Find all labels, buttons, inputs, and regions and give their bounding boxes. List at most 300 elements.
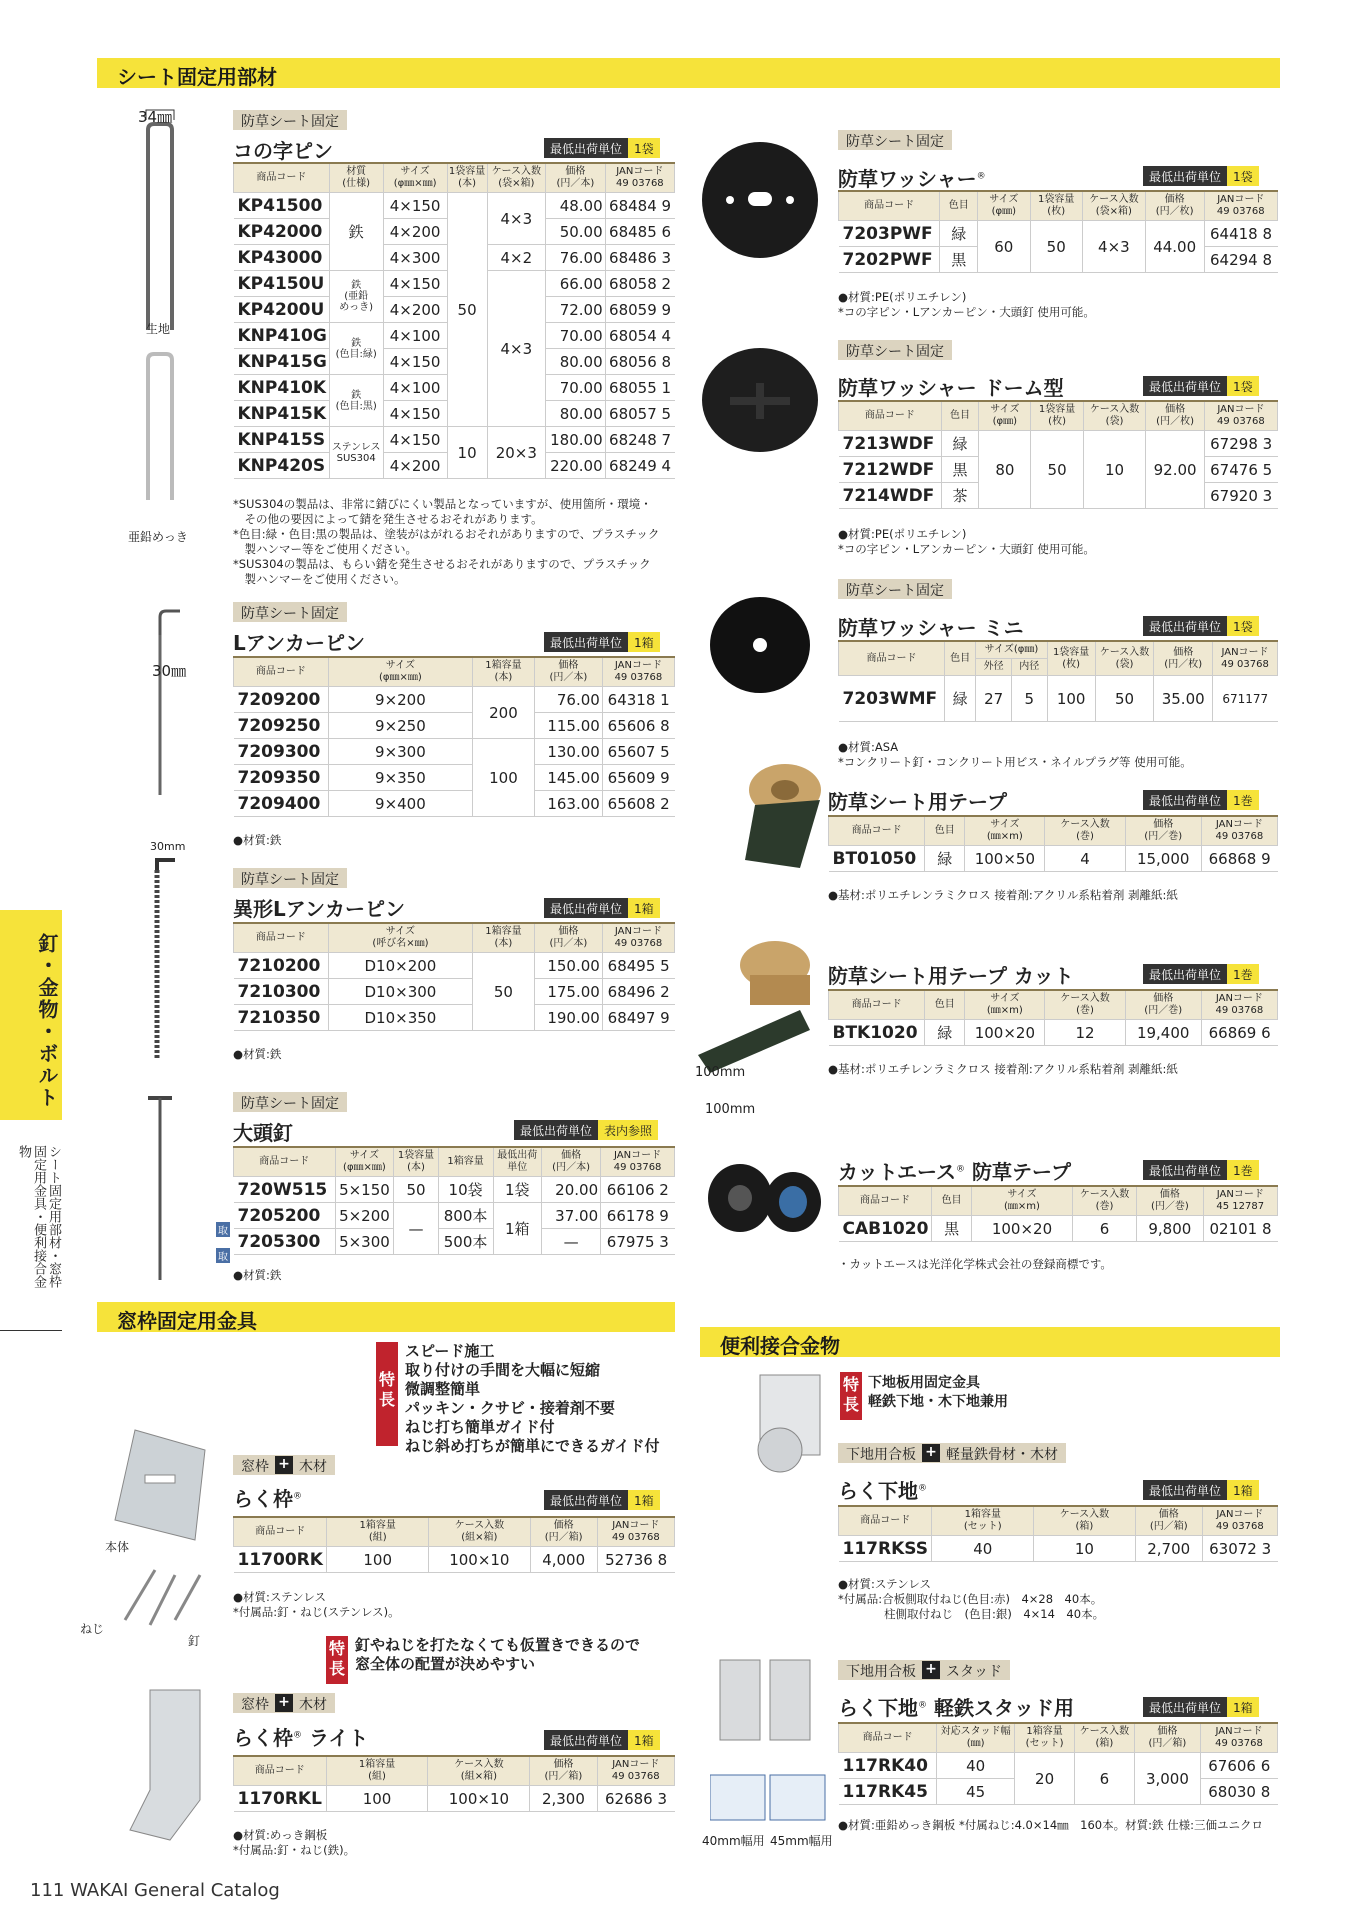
label-kugi: 釘 <box>188 1634 201 1648</box>
category-right: スタッド <box>946 1664 1002 1680</box>
rakushita-features <box>868 1374 1008 1412</box>
product-code: 1170RKL <box>234 1786 327 1812</box>
col-header: 価格 (円／巻) <box>1125 990 1201 1020</box>
col-header: 1袋容量 (枚) <box>1030 191 1082 221</box>
lite-notes <box>233 1828 355 1858</box>
box-capacity: 500本 <box>438 1229 493 1255</box>
price: 35.00 <box>1154 676 1213 722</box>
case: 20×3 <box>487 427 546 479</box>
col-header: JANコード 49 03768 <box>1201 816 1277 846</box>
rakushita-table <box>838 1505 1278 1562</box>
col-header: 商品コード <box>234 1756 327 1786</box>
category-tag: 防草シート固定 <box>838 130 952 150</box>
size: 9×400 <box>328 791 472 817</box>
ilpin-note: ●材質:鉄 <box>233 1047 282 1061</box>
jan: 62686 3 <box>597 1786 674 1812</box>
label-30mm: 30㎜ <box>152 662 187 680</box>
size: 9×300 <box>328 739 472 765</box>
case: 4×3 <box>487 271 546 427</box>
title-text: らく枠 <box>233 1487 293 1511</box>
min-unit-value: 1箱 <box>628 1730 660 1750</box>
size: 4×150 <box>383 427 447 453</box>
jan: 68484 9 <box>605 193 674 219</box>
table-row <box>234 193 675 219</box>
konoji-table <box>233 162 675 479</box>
note-line: ●材質:PE(ポリエチレン) <box>838 290 967 304</box>
plus-icon: + <box>275 1694 293 1712</box>
col-header: ケース入数 (袋×箱) <box>487 163 546 193</box>
min-unit-otsumu <box>514 1120 658 1140</box>
note-line: ●材質:ステンレス <box>233 1590 326 1604</box>
table-row <box>234 765 675 791</box>
price: 76.00 <box>546 245 606 271</box>
registered-mark: ® <box>293 1491 302 1502</box>
category-tag: 防草シート固定 <box>233 110 347 130</box>
col-header: ケース入数 (巻) <box>1072 1186 1136 1216</box>
title-text: カットエース <box>838 1160 956 1184</box>
min-unit-value: 1袋 <box>1227 376 1259 396</box>
table-row <box>839 676 1278 722</box>
tori-mark: 取 <box>216 1222 230 1237</box>
product-code: 7212WDF <box>839 457 942 483</box>
col-header: JANコード 49 03768 <box>1213 641 1278 676</box>
product-code: 7209300 <box>234 739 329 765</box>
size: 80 <box>979 431 1031 509</box>
product-code: BTK1020 <box>829 1020 925 1046</box>
product-code: 7210300 <box>234 979 329 1005</box>
size: 4×150 <box>383 401 447 427</box>
section-title-window: 窓枠固定用金具 <box>97 1302 675 1332</box>
color: 緑 <box>940 221 978 247</box>
bag-capacity: — <box>394 1203 438 1255</box>
min-unit-label: 最低出荷単位 <box>1143 616 1227 636</box>
col-header: JANコード 49 03768 <box>1204 401 1277 431</box>
price: 4,000 <box>530 1547 597 1573</box>
jan: 68496 2 <box>602 979 674 1005</box>
label-aen: 亜鉛めっき <box>128 530 188 544</box>
jan: 68059 9 <box>605 297 674 323</box>
col-header: 価格 (円／箱) <box>530 1517 597 1547</box>
min-unit-value: 1袋 <box>1227 166 1259 186</box>
col-header: 1箱容量 (本) <box>473 923 535 953</box>
col-header: サイズ (呼び名×㎜) <box>328 923 472 953</box>
color: 緑 <box>925 1020 965 1046</box>
col-header: 色目 <box>941 401 979 431</box>
col-header: サイズ (φ㎜×㎜) <box>383 163 447 193</box>
feature-line: スピード施工 <box>405 1342 495 1360</box>
min-unit-konoji <box>544 138 660 158</box>
col-header: ケース入数 (袋) <box>1095 641 1154 676</box>
label-neji: ねじ <box>80 1622 105 1636</box>
category-tag <box>838 1443 1066 1463</box>
feature-line: 軽鉄下地・木下地兼用 <box>868 1394 1008 1410</box>
col-header: 商品コード <box>839 1186 932 1216</box>
col-header: JANコード 49 03768 <box>597 1756 674 1786</box>
product-title-tape-cut: 防草シート用テープ カット <box>828 964 1074 988</box>
feature-line: ねじ打ち簡単ガイド付 <box>405 1418 555 1436</box>
capacity: 100 <box>326 1786 428 1812</box>
jan: 67298 3 <box>1204 431 1277 457</box>
jan: 67920 3 <box>1204 483 1277 509</box>
screws-nails-image <box>115 1560 215 1640</box>
min-unit-label: 最低出荷単位 <box>1143 1480 1227 1500</box>
price: 115.00 <box>534 713 602 739</box>
mini-notes <box>838 740 1192 770</box>
category-right: 木材 <box>299 1697 327 1713</box>
price: 190.00 <box>534 1005 602 1031</box>
jan: 64294 8 <box>1204 247 1277 273</box>
jan: 63072 3 <box>1202 1536 1277 1562</box>
inner-diameter: 5 <box>1011 676 1047 722</box>
col-header: 1箱容量 (セット) <box>932 1506 1034 1536</box>
category-tag: 防草シート固定 <box>838 579 952 599</box>
col-header: 1袋容量 (枚) <box>1031 401 1083 431</box>
ilpin-table <box>233 922 675 1031</box>
min-unit: 1袋 <box>493 1177 542 1203</box>
jan: 68056 8 <box>605 349 674 375</box>
box-capacity: 10袋 <box>438 1177 493 1203</box>
note-line: *付属品:合板側取付ねじ(色目:赤) 4×28 40本。 <box>838 1592 1103 1606</box>
min-unit-value: 1箱 <box>1227 1480 1259 1500</box>
jan: 68248 7 <box>605 427 674 453</box>
col-header: 最低出荷 単位 <box>493 1147 542 1177</box>
tori-mark: 取 <box>216 1248 230 1263</box>
min-unit-lite <box>544 1730 660 1750</box>
size: 5×150 <box>335 1177 394 1203</box>
table-row <box>234 687 675 713</box>
col-header: 価格 (円／巻) <box>1125 816 1201 846</box>
table-row <box>829 846 1278 872</box>
size: 60 <box>978 221 1030 273</box>
product-code: BT01050 <box>829 846 925 872</box>
price: 180.00 <box>546 427 606 453</box>
product-title-tape: 防草シート用テープ <box>828 790 1007 814</box>
jan: 68054 4 <box>605 323 674 349</box>
section-title-joint: 便利接合金物 <box>700 1327 1280 1357</box>
capacity: 40 <box>932 1536 1034 1562</box>
side-category-tab[interactable]: 釘・金物・ボルト <box>0 910 62 1120</box>
deformed-l-pin-image <box>145 850 185 1070</box>
jan: 64418 8 <box>1204 221 1277 247</box>
tape-cut-note: ●基材:ポリエチレンラミクロス 接着剤:アクリル系粘着剤 剥離紙:紙 <box>828 1062 1178 1076</box>
col-header: 材質 (仕様) <box>329 163 383 193</box>
price: 145.00 <box>534 765 602 791</box>
product-code: 7210200 <box>234 953 329 979</box>
category-right: 軽量鉄骨材・木材 <box>946 1447 1058 1463</box>
product-code: 7210350 <box>234 1005 329 1031</box>
product-title-rakuwaku <box>233 1483 302 1512</box>
note-line: その他の要因によって錆を発生させるおそれがあります。 <box>233 512 543 526</box>
category-tag: 防草シート固定 <box>838 340 952 360</box>
col-header: 1箱容量 (組) <box>326 1756 428 1786</box>
col-header: JANコード 49 03768 <box>601 1147 675 1177</box>
tape-note: ●基材:ポリエチレンラミクロス 接着剤:アクリル系粘着剤 剥離紙:紙 <box>828 888 1178 902</box>
size: 4×150 <box>383 349 447 375</box>
col-header: 価格 (円／枚) <box>1145 191 1204 221</box>
feature-line: パッキン・クサビ・接着剤不要 <box>405 1399 615 1417</box>
col-header: JANコード 49 03768 <box>1202 1506 1277 1536</box>
price: 3,000 <box>1134 1753 1200 1805</box>
table-row <box>839 1753 1278 1779</box>
feature-mark-text: 特長 <box>328 1639 345 1678</box>
product-code: 117RK45 <box>839 1779 937 1805</box>
price: 175.00 <box>534 979 602 1005</box>
feature-mark <box>840 1372 862 1420</box>
col-header: 1袋容量 (本) <box>394 1147 438 1177</box>
col-header: 価格 (円／本) <box>534 657 602 687</box>
stud-note: ●材質:亜鉛めっき鋼板 *付属ねじ:4.0×14㎜ 160本。材質:鉄 仕様:三価ユニクロ <box>838 1818 1263 1832</box>
note-line: *色目:緑・色目:黒の製品は、塗装がはがれるおそれがありますので、プラスチック <box>233 527 660 541</box>
case: 50 <box>1095 676 1154 722</box>
table-row <box>234 739 675 765</box>
col-header: 色目 <box>925 816 965 846</box>
table-row <box>234 791 675 817</box>
color: 黒 <box>941 457 979 483</box>
price: 70.00 <box>546 323 606 349</box>
registered-mark: ® <box>293 1730 302 1741</box>
case: 4×3 <box>487 193 546 245</box>
category-tag: 防草シート固定 <box>233 1092 347 1112</box>
size: 4×200 <box>383 219 447 245</box>
label-100mm-a: 100mm <box>695 1065 746 1080</box>
table-row <box>839 1216 1278 1242</box>
col-header: ケース入数 (巻) <box>1045 990 1125 1020</box>
product-code: KP4200U <box>234 297 330 323</box>
category-tag <box>233 1455 335 1475</box>
product-code: 7209200 <box>234 687 329 713</box>
jan: 671177 <box>1213 676 1278 722</box>
size: 9×250 <box>328 713 472 739</box>
feature-line: 下地板用固定金具 <box>868 1375 980 1391</box>
color: 緑 <box>925 846 965 872</box>
product-code: KNP410G <box>234 323 330 349</box>
title-text: 軽鉄スタッド用 <box>933 1696 1074 1720</box>
col-header: JANコード 49 03768 <box>1201 1723 1278 1753</box>
label-namaji: 生地 <box>146 322 171 336</box>
product-code: KNP420S <box>234 453 330 479</box>
table-row <box>234 1203 675 1229</box>
min-unit-label: 最低出荷単位 <box>544 632 628 652</box>
registered-mark: ® <box>976 171 986 182</box>
title-text: ライト <box>308 1726 369 1750</box>
rakuwaku-table <box>233 1516 675 1573</box>
feature-line: 釘やねじを打たなくても仮置きできるので <box>355 1636 641 1654</box>
jan: 68058 2 <box>605 271 674 297</box>
min-unit-label: 最低出荷単位 <box>544 898 628 918</box>
jan: 52736 8 <box>597 1547 674 1573</box>
page-footer <box>30 1880 280 1901</box>
min-unit-dome <box>1143 376 1259 396</box>
product-code: 7209350 <box>234 765 329 791</box>
col-header: 商品コード <box>234 163 330 193</box>
col-header: 対応スタッド幅 (㎜) <box>937 1723 1015 1753</box>
tape-cut-table <box>828 989 1278 1046</box>
col-header: 色目 <box>931 1186 971 1216</box>
col-header: JANコード 49 03768 <box>602 923 674 953</box>
stud-width: 45 <box>937 1779 1015 1805</box>
col-header: 1箱容量 <box>438 1147 493 1177</box>
product-code: KNP415G <box>234 349 330 375</box>
price: 150.00 <box>534 953 602 979</box>
case: 6 <box>1072 1216 1136 1242</box>
note-line: *コの字ピン・Lアンカーピン・大頭釘 使用可能。 <box>838 542 1095 556</box>
color: 黒 <box>931 1216 971 1242</box>
product-title-stud <box>838 1692 1074 1721</box>
capacity: 100 <box>327 1547 429 1573</box>
otsumu-note: ●材質:鉄 <box>233 1268 282 1282</box>
min-unit-stud <box>1143 1697 1259 1717</box>
category-left: 下地用合板 <box>846 1447 916 1463</box>
product-code: 11700RK <box>234 1547 327 1573</box>
plus-icon: + <box>922 1444 940 1462</box>
material: 鉄 <box>329 193 383 271</box>
product-title-ilpin: 異形Lアンカーピン <box>233 897 405 921</box>
product-code: 7205300 <box>234 1229 336 1255</box>
col-header: JANコード 49 03768 <box>605 163 674 193</box>
min-unit-value: 1箱 <box>628 632 660 652</box>
product-code: 7209250 <box>234 713 329 739</box>
capacity: 50 <box>1030 221 1082 273</box>
col-header: ケース入数 (組×箱) <box>428 1756 530 1786</box>
col-header: サイズ (㎜×m) <box>965 990 1045 1020</box>
col-header: JANコード 49 03768 <box>1204 191 1277 221</box>
rakuwaku-features <box>405 1342 660 1456</box>
note-line: ●材質:めっき鋼板 <box>233 1828 328 1842</box>
product-code: 7202PWF <box>839 247 940 273</box>
size: 4×200 <box>383 297 447 323</box>
page-number: 111 <box>30 1880 65 1901</box>
col-header: 価格 (円／箱) <box>1134 1723 1200 1753</box>
note-line: *SUS304の製品は、もらい錆を発生させるおそれがありますので、プラスチック <box>233 557 651 571</box>
product-code: KP42000 <box>234 219 330 245</box>
washer-table <box>838 190 1278 273</box>
product-title-rakuwaku-lite <box>233 1722 368 1751</box>
price: 15,000 <box>1125 846 1201 872</box>
registered-mark: ® <box>918 1700 927 1711</box>
feature-line: 取り付けの手間を大幅に短縮 <box>405 1361 601 1379</box>
product-code: 117RK40 <box>839 1753 937 1779</box>
jan: 68030 8 <box>1201 1779 1278 1805</box>
note-line: *コンクリート釘・コンクリート用ビス・ネイルプラグ等 使用可能。 <box>838 755 1192 769</box>
col-header: サイズ(φ㎜) <box>976 641 1047 659</box>
col-header: サイズ (㎜×m) <box>965 816 1045 846</box>
label-40mm: 40mm幅用 <box>702 1834 765 1848</box>
jan: 02101 8 <box>1203 1216 1277 1242</box>
col-header: ケース入数 (袋) <box>1083 401 1146 431</box>
size: 4×150 <box>383 271 447 297</box>
rakushita-notes <box>838 1577 1104 1622</box>
bag-capacity: 50 <box>394 1177 438 1203</box>
note-line: 製ハンマーをご使用ください。 <box>233 572 406 586</box>
note-line: ●材質:PE(ポリエチレン) <box>838 527 967 541</box>
price: 163.00 <box>534 791 602 817</box>
box-capacity: 800本 <box>438 1203 493 1229</box>
col-header: 価格 (円／箱) <box>530 1756 597 1786</box>
product-code: KNP415S <box>234 427 330 453</box>
cut-ace-table <box>838 1185 1278 1242</box>
min-unit-rakushita <box>1143 1480 1259 1500</box>
jan: 66106 2 <box>601 1177 675 1203</box>
min-unit-value: 1袋 <box>628 138 660 158</box>
plus-icon: + <box>275 1456 293 1474</box>
table-row <box>234 953 675 979</box>
product-code: KNP415K <box>234 401 330 427</box>
col-header: 価格 (円／本) <box>534 923 602 953</box>
registered-mark: ® <box>918 1483 927 1494</box>
price: 70.00 <box>546 375 606 401</box>
feature-mark-text: 特長 <box>378 1370 395 1409</box>
case: 100×10 <box>429 1547 531 1573</box>
lpin-note: ●材質:鉄 <box>233 833 282 847</box>
price: 76.00 <box>534 687 602 713</box>
title-text: らく下地 <box>838 1696 918 1720</box>
color: 茶 <box>941 483 979 509</box>
min-unit-label: 最低出荷単位 <box>1143 166 1227 186</box>
l-pin-image <box>140 605 190 805</box>
col-header: 内径 <box>1011 659 1047 676</box>
col-header: サイズ (φ㎜) <box>978 191 1030 221</box>
product-code: 7203PWF <box>839 221 940 247</box>
col-header: 価格 (円／巻) <box>1137 1186 1203 1216</box>
case: 12 <box>1045 1020 1125 1046</box>
product-title-dome: 防草ワッシャー ドーム型 <box>838 376 1064 400</box>
min-unit: 1箱 <box>493 1203 542 1255</box>
size: 4×100 <box>383 375 447 401</box>
cut-ace-note: ・カットエースは光洋化学株式会社の登録商標です。 <box>838 1257 1112 1271</box>
product-code: CAB1020 <box>839 1216 932 1242</box>
catalog-name: WAKAI General Catalog <box>70 1880 280 1901</box>
case: 4×3 <box>1082 221 1145 273</box>
jan: 68485 6 <box>605 219 674 245</box>
label-34mm: 34㎜ <box>138 108 173 126</box>
col-header: 価格 (円／枚) <box>1154 641 1213 676</box>
feature-line: 微調整簡単 <box>405 1380 481 1398</box>
price: 72.00 <box>546 297 606 323</box>
product-code: 7213WDF <box>839 431 942 457</box>
jan: 65607 5 <box>602 739 674 765</box>
col-header: 1箱容量 (組) <box>327 1517 429 1547</box>
capacity: 10 <box>447 427 487 479</box>
price: 2,300 <box>530 1786 597 1812</box>
large-head-nail-image <box>140 1090 180 1290</box>
min-unit-rakuwaku <box>544 1490 660 1510</box>
col-header: 商品コード <box>234 923 329 953</box>
case: 6 <box>1074 1753 1134 1805</box>
jan: 67975 3 <box>601 1229 675 1255</box>
col-header: ケース入数 (巻) <box>1045 816 1125 846</box>
col-header: サイズ (φ㎜) <box>979 401 1031 431</box>
col-header: 商品コード <box>839 1506 932 1536</box>
table-row <box>839 1536 1278 1562</box>
section-title-sheet: シート固定用部材 <box>97 58 1280 88</box>
label-100mm-b: 100mm <box>705 1102 756 1117</box>
note-line: 製ハンマー等をご使用ください。 <box>233 542 417 556</box>
jan: 67476 5 <box>1204 457 1277 483</box>
product-code: 7205200 <box>234 1203 336 1229</box>
washer-notes <box>838 290 1095 320</box>
min-unit-label: 最低出荷単位 <box>544 1730 628 1750</box>
size: 4×300 <box>383 245 447 271</box>
otsumu-table <box>233 1146 675 1255</box>
stud-table <box>838 1722 1278 1805</box>
jan: 64318 1 <box>602 687 674 713</box>
category-right: 木材 <box>299 1459 327 1475</box>
jan: 68249 4 <box>605 453 674 479</box>
table-row <box>234 713 675 739</box>
dome-notes <box>838 527 1095 557</box>
size: 5×300 <box>335 1229 394 1255</box>
dome-table <box>838 400 1278 509</box>
